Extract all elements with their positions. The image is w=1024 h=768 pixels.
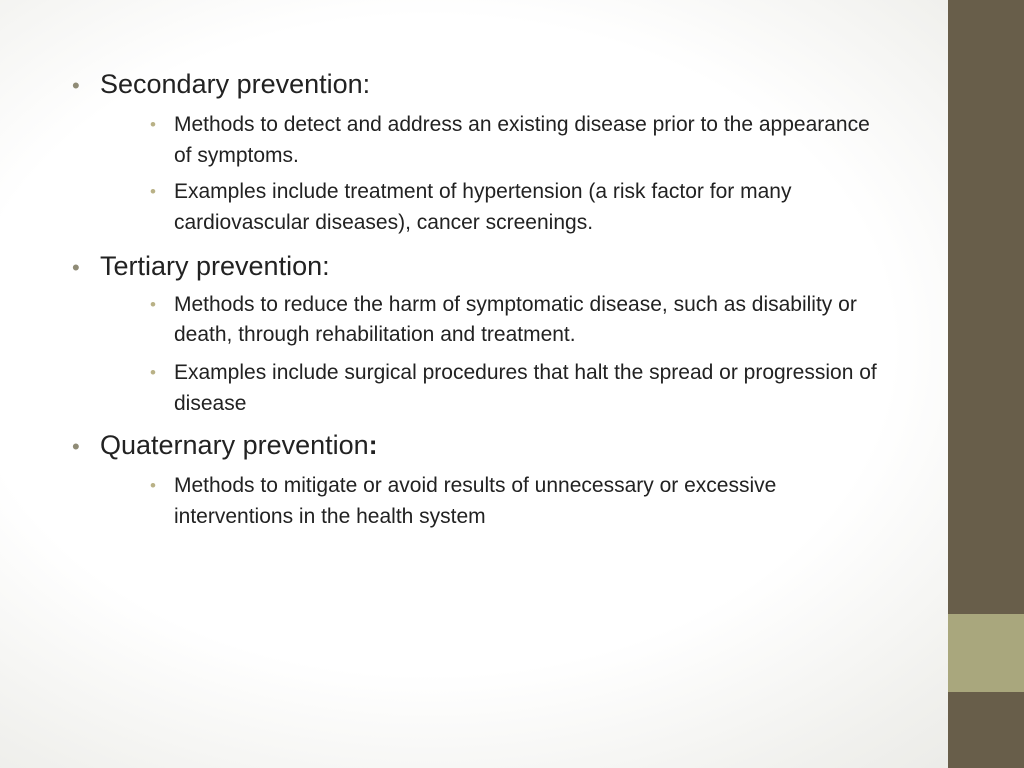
point-text: death, through rehabilitation and treatment.: [174, 323, 576, 346]
point-text: Methods to mitigate or avoid results of unnecessary or excessive: [174, 474, 777, 497]
point-text: Examples include treatment of hypertension (a risk factor for many: [174, 180, 792, 203]
point-text: cardiovascular diseases), cancer screenings.: [174, 211, 594, 234]
bullet-icon: •: [150, 476, 156, 495]
point-text: Methods to detect and address an existing disease prior to the appearance: [174, 113, 870, 136]
bullet-icon: •: [72, 255, 80, 280]
point-text: Examples include surgical procedures that halt the spread or progression of: [174, 361, 877, 384]
point-text: disease: [174, 392, 247, 415]
point-text: interventions in the health system: [174, 505, 486, 528]
bullet-icon: •: [150, 182, 156, 201]
bullet-icon: •: [72, 73, 80, 98]
bullet-icon: •: [150, 115, 156, 134]
bullet-icon: •: [72, 434, 80, 459]
bullet-icon: •: [150, 295, 156, 314]
heading-quaternary-prevention: [100, 432, 378, 459]
bullet-icon: •: [150, 363, 156, 382]
heading-colon: :: [368, 430, 378, 460]
point-text: Methods to reduce the harm of symptomatic disease, such as disability or: [174, 293, 857, 316]
heading-secondary-prevention: Secondary prevention:: [100, 69, 371, 99]
point-text: of symptoms.: [174, 144, 299, 167]
heading-text: Quaternary prevention: [100, 430, 369, 460]
heading-tertiary-prevention: Tertiary prevention:: [100, 251, 330, 281]
